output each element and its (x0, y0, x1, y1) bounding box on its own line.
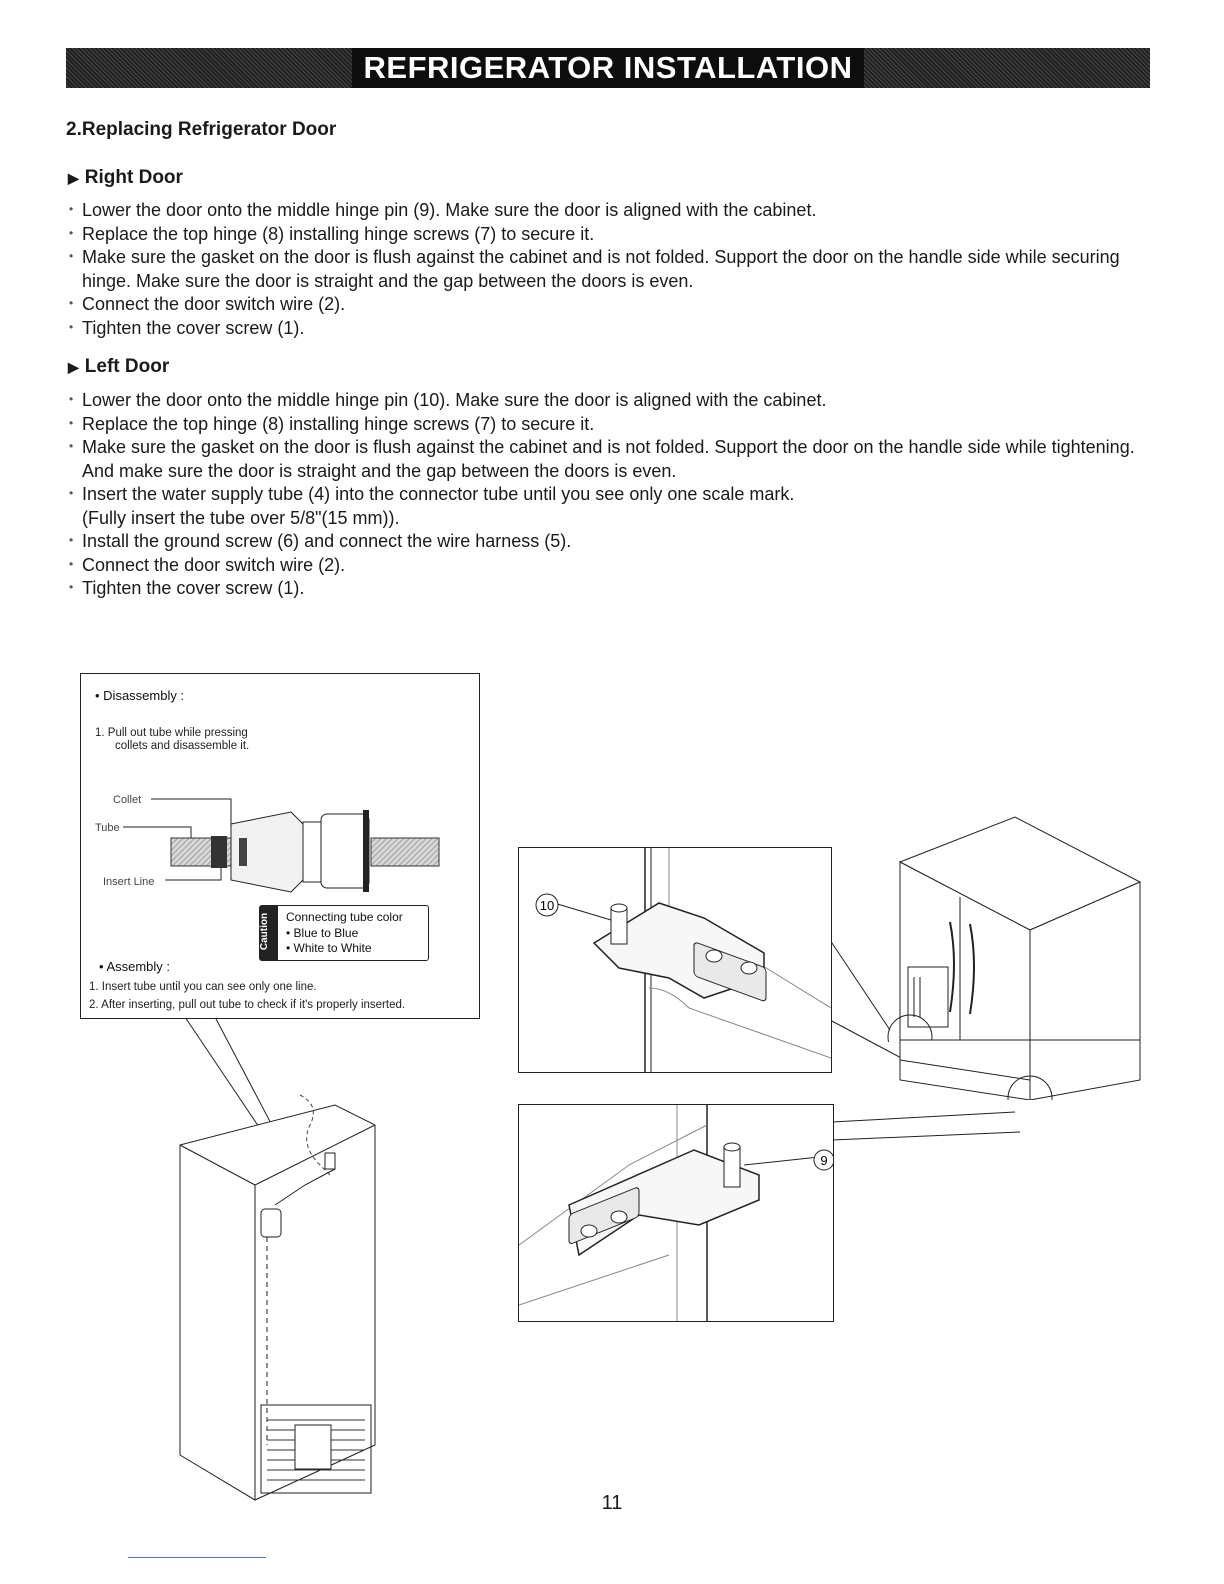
list-item: • Connect the door switch wire (2). (66, 293, 1156, 317)
left-door-heading-text: Left Door (84, 356, 170, 377)
section-title: 2.Replacing Refrigerator Door (66, 119, 337, 140)
list-item: • Make sure the gasket on the door is flush against the cabinet and is not folded. Support the door on the handle side while tightening. And make sure the door is straight and the gap between the doors is even. (66, 436, 1156, 483)
callout-number-9: 9 (820, 1153, 828, 1168)
callout-number-10: 10 (539, 898, 555, 913)
triangle-bullet-icon: ▶ (68, 359, 79, 375)
list-item: • Lower the door onto the middle hinge pin (10). Make sure the door is aligned with the cabinet. (66, 389, 1156, 413)
right-door-heading-text: Right Door (84, 167, 183, 188)
refrigerator-back-illustration (175, 1085, 390, 1505)
assembly-title: • Assembly : (99, 959, 171, 974)
hinge-10-illustration (519, 848, 831, 1072)
insert-line-label: Insert Line (103, 876, 155, 888)
list-item: • Replace the top hinge (8) installing hinge screws (7) to secure it. (66, 223, 1156, 247)
collet-label: Collet (113, 794, 142, 806)
list-item-text: Insert the water supply tube (4) into the connector tube until you see only one scale mark. (82, 484, 795, 504)
list-item: • Lower the door onto the middle hinge pin (9). Make sure the door is aligned with the cabinet. (66, 199, 1156, 223)
list-item: • Connect the door switch wire (2). (66, 554, 1156, 578)
list-item: • Install the ground screw (6) and connect the wire harness (5). (66, 530, 1156, 554)
tube-label: Tube (95, 822, 120, 834)
list-item: • Tighten the cover screw (1). (66, 317, 1156, 341)
hinge-detail-9 (518, 1104, 834, 1322)
caution-note (259, 905, 429, 961)
hinge-detail-10 (518, 847, 832, 1073)
tube-connector-callout (80, 673, 480, 1019)
refrigerator-front-illustration (880, 812, 1160, 1042)
tube-insert-note: (Fully insert the tube over 5/8"(15 mm)). (82, 507, 400, 528)
page-number: 11 (601, 1492, 623, 1514)
page-title: REFRIGERATOR INSTALLATION (352, 48, 865, 88)
footer-rule (128, 1557, 266, 1558)
caution-title: Connecting tube color (286, 910, 403, 924)
hinge-9-illustration (519, 1105, 833, 1321)
caution-line: • Blue to Blue (286, 926, 359, 940)
disassembly-step: 1. Pull out tube while pressing (95, 727, 248, 739)
disassembly-step-cont: collets and disassemble it. (115, 740, 250, 752)
caution-tab: Caution (260, 906, 278, 960)
assembly-step: 1. Insert tube until you can see only one line. (89, 981, 317, 993)
triangle-bullet-icon: ▶ (68, 170, 79, 186)
caution-line: • White to White (286, 941, 372, 955)
refrigerator-front-lower (880, 1040, 1160, 1100)
assembly-step: 2. After inserting, pull out tube to check if it's properly inserted. (89, 999, 406, 1011)
list-item: • Tighten the cover screw (1). (66, 577, 1156, 601)
list-item: • Make sure the gasket on the door is flush against the cabinet and is not folded. Support the door on the handle side while securing hinge. Make sure the door is straight and the gap between the doors is even. (66, 246, 1156, 293)
list-item: • Replace the top hinge (8) installing hinge screws (7) to secure it. (66, 413, 1156, 437)
disassembly-title: • Disassembly : (95, 688, 185, 703)
